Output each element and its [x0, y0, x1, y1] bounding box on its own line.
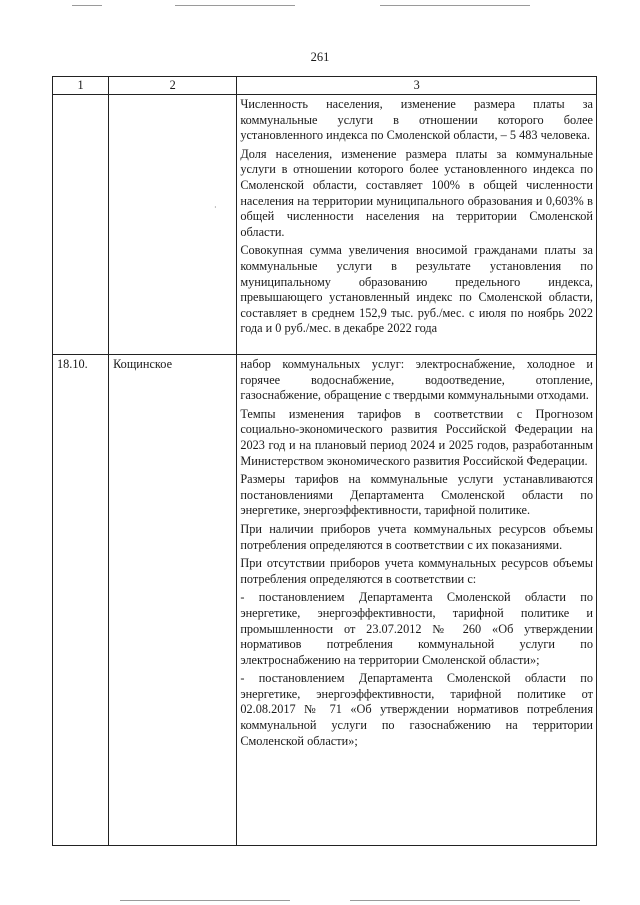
scan-mark-top-center [175, 5, 295, 6]
scan-speck: · [214, 203, 217, 212]
description-cell [237, 355, 597, 846]
table-row [53, 355, 597, 846]
paragraph: При отсутствии приборов учета коммунальных ресурсов объемы потребления определяются в соответствии с: [240, 556, 593, 586]
document-table [52, 76, 597, 846]
row-number-cell: 18.10. [53, 355, 109, 846]
scan-mark-bottom-left [120, 900, 290, 901]
row-number-cell [53, 95, 109, 355]
paragraph: Размеры тарифов на коммунальные услуги устанавливаются постановлениями Департамента Смоленской области по энергетике, энергоэффективности, тарифной политике. [240, 472, 593, 518]
table-header-row [53, 77, 597, 95]
scan-mark-top-left [72, 5, 102, 6]
paragraph: набор коммунальных услуг: электроснабжение, холодное и горячее водоснабжение, водоотведение, отопление, газоснабжение, обращение с твердыми коммунальными отходами. [240, 357, 593, 403]
column-header-1: 1 [53, 77, 109, 95]
municipality-name-cell [109, 95, 237, 355]
scan-mark-top-right [380, 5, 530, 6]
table-row [53, 95, 597, 355]
municipality-name-cell: Кощинское [109, 355, 237, 846]
paragraph: Совокупная сумма увеличения вносимой гражданами платы за коммунальные услуги в результате установления по муниципальному образованию предельного индекса, превышающего установленный индекс по Смоленской области, составляет в среднем 152,9 тыс. руб./мес. с июля по ноябрь 2022 года и 0 руб./мес. в декабре 2022 года [240, 243, 593, 336]
description-cell [237, 95, 597, 355]
paragraph: - постановлением Департамента Смоленской области по энергетике, энергоэффективности, тарифной политике от 02.08.2017 № 71 «Об утверждении нормативов потребления коммунальной услуги по газоснабжению на территории Смоленской области»; [240, 671, 593, 748]
paragraph: При наличии приборов учета коммунальных ресурсов объемы потребления определяются в соответствии с их показаниями. [240, 521, 593, 552]
page-number: 261 [310, 50, 330, 64]
paragraph: Доля населения, изменение размера платы за коммунальные услуги в отношении которого более установленного индекса по Смоленской области, составляет 100% в общей численности населения на территории муниципального образования и 0,603% в общей численности населения на территории Смоленской области. [240, 146, 593, 239]
scan-mark-bottom-right [350, 900, 580, 901]
column-header-3: 3 [237, 77, 597, 95]
paragraph: Темпы изменения тарифов в соответствии с Прогнозом социально-экономического развития Российской Федерации на 2023 год и на плановый период 2024 и 2025 годов, разработанным Министерством экономического развития Российской Федерации. [240, 406, 593, 468]
paragraph: Численность населения, изменение размера платы за коммунальные услуги в отношении которого более установленного индекса по Смоленской области, – 5 483 человека. [240, 97, 593, 143]
paragraph: - постановлением Департамента Смоленской области по энергетике, энергоэффективности, тарифной политике и промышленности от 23.07.2012 № 260 «Об утверждении нормативов потребления коммунальной услуги по электроснабжению на территории Смоленской области»; [240, 590, 593, 667]
column-header-2: 2 [109, 77, 237, 95]
